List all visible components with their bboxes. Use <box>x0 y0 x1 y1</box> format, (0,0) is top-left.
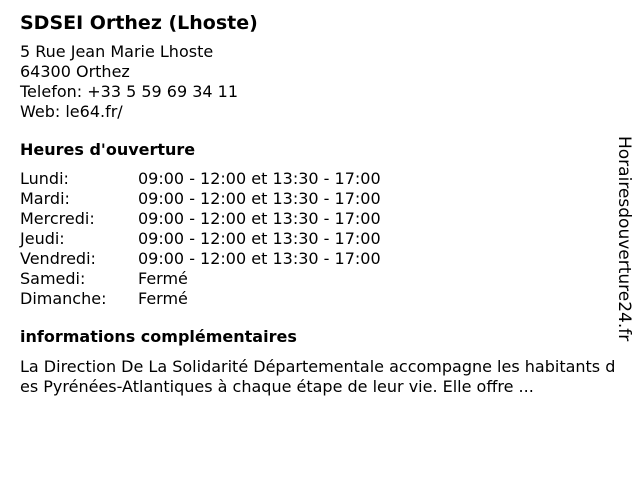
page-title: SDSEI Orthez (Lhoste) <box>20 12 258 34</box>
watermark: Horairesdouverture24.fr <box>614 136 634 342</box>
website: Web: le64.fr/ <box>20 102 123 121</box>
address-block <box>20 42 620 122</box>
hours-day: Jeudi: <box>20 229 65 248</box>
hours-day: Vendredi: <box>20 249 96 268</box>
hours-row <box>20 189 620 209</box>
hours-time: 09:00 - 12:00 et 13:30 - 17:00 <box>138 189 381 208</box>
opening-hours-heading: Heures d'ouverture <box>20 140 196 159</box>
hours-time: 09:00 - 12:00 et 13:30 - 17:00 <box>138 169 381 188</box>
hours-time: 09:00 - 12:00 et 13:30 - 17:00 <box>138 249 381 268</box>
hours-row <box>20 169 620 189</box>
hours-row <box>20 209 620 229</box>
additional-info-text: La Direction De La Solidarité Départementale accompagne les habitants des Pyrénées-Atlantiques à chaque étape de leur vie. Elle offre ... <box>20 357 616 396</box>
additional-info-heading: informations complémentaires <box>20 327 297 346</box>
hours-row <box>20 289 620 309</box>
street-address: 5 Rue Jean Marie Lhoste <box>20 42 214 61</box>
hours-row <box>20 249 620 269</box>
hours-time: 09:00 - 12:00 et 13:30 - 17:00 <box>138 229 381 248</box>
opening-hours-table <box>20 169 620 309</box>
hours-time: 09:00 - 12:00 et 13:30 - 17:00 <box>138 209 381 228</box>
hours-day: Dimanche: <box>20 289 107 308</box>
hours-day: Mercredi: <box>20 209 95 228</box>
hours-row <box>20 229 620 249</box>
hours-day: Mardi: <box>20 189 70 208</box>
postal-city: 64300 Orthez <box>20 62 130 81</box>
hours-day: Samedi: <box>20 269 86 288</box>
hours-time: Fermé <box>138 289 188 308</box>
phone-number: Telefon: +33 5 59 69 34 11 <box>20 82 239 101</box>
hours-day: Lundi: <box>20 169 69 188</box>
hours-time: Fermé <box>138 269 188 288</box>
hours-row <box>20 269 620 289</box>
business-card <box>20 10 620 397</box>
